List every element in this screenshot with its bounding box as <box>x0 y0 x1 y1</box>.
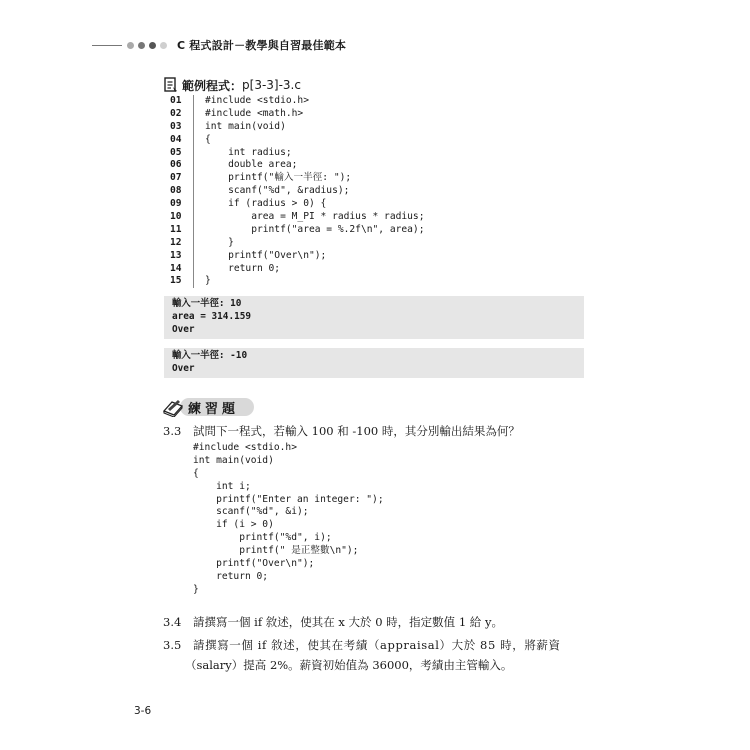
code-text: #include <stdio.h> <box>205 95 309 106</box>
output-line: 輸入一半徑: 10 <box>172 298 242 309</box>
code-text: } <box>205 275 211 287</box>
line-number: 04 <box>164 134 194 147</box>
line-number: 03 <box>164 121 194 134</box>
code-line: if (i > 0) <box>193 519 274 531</box>
question-text-line-1: 請撰寫一個 if 敘述，使其在考績（appraisal）大於 85 時，將薪資 <box>193 638 561 652</box>
code-text: return 0; <box>205 262 281 274</box>
question-number: 3.5 <box>163 638 182 652</box>
code-text: double area; <box>205 159 298 171</box>
header-dot <box>160 42 167 49</box>
question-text-line-2: （salary）提高 2%。薪資初始值為 36000，考績由主管輸入。 <box>185 658 513 672</box>
code-line <box>164 198 584 211</box>
output-line: area = 314.159 <box>172 310 252 322</box>
code-line: scanf("%d", &i); <box>193 506 309 518</box>
code-text: scanf("%d", &radius); <box>205 185 350 197</box>
program-output-1 <box>164 296 584 339</box>
code-line <box>164 275 584 288</box>
header-rule <box>92 45 122 46</box>
code-text: int radius; <box>205 146 292 158</box>
program-output-2 <box>164 348 584 378</box>
code-text: } <box>205 236 234 248</box>
line-number: 01 <box>164 95 194 108</box>
code-line: { <box>193 467 199 479</box>
code-line <box>164 95 584 108</box>
code-listing <box>164 95 584 288</box>
line-number: 10 <box>164 211 194 224</box>
line-number: 11 <box>164 224 194 237</box>
example-label: 範例程式： <box>182 78 243 93</box>
page-number: 3-6 <box>134 705 152 717</box>
pen-paper-icon <box>162 397 184 417</box>
exercise-title: 練習題 <box>188 401 240 417</box>
line-number: 07 <box>164 172 194 185</box>
output-line: Over <box>172 323 195 335</box>
code-text: printf("area = %.2f\n", area); <box>205 223 425 235</box>
code-text: area = M_PI * radius * radius; <box>205 211 425 223</box>
example-filename: p[3-3]-3.c <box>242 78 301 92</box>
code-line <box>164 121 584 134</box>
code-line: int i; <box>193 480 251 492</box>
code-text: #include <math.h> <box>205 107 304 119</box>
code-line <box>164 224 584 237</box>
code-line <box>164 172 584 185</box>
header-dot <box>149 42 156 49</box>
exercise-heading <box>162 397 239 417</box>
code-line: printf("Enter an integer: "); <box>193 493 384 505</box>
code-line <box>164 108 584 121</box>
code-text: int main(void) <box>205 120 286 132</box>
code-line: #include <stdio.h> <box>193 442 297 453</box>
line-number: 09 <box>164 198 194 211</box>
header-dot <box>127 42 134 49</box>
header-dot <box>138 42 145 49</box>
document-icon <box>164 77 178 93</box>
code-line: printf("%d", i); <box>193 532 332 544</box>
code-text: printf("輸入一半徑: "); <box>205 172 352 184</box>
running-header <box>92 37 346 53</box>
line-number: 13 <box>164 250 194 263</box>
line-number: 14 <box>164 263 194 276</box>
question-code <box>193 442 384 597</box>
code-text: if (radius > 0) { <box>205 198 327 210</box>
output-line: Over <box>172 362 195 374</box>
code-line: } <box>193 583 199 595</box>
code-text: printf("Over\n"); <box>205 249 327 261</box>
line-number: 02 <box>164 108 194 121</box>
line-number: 12 <box>164 237 194 250</box>
question-text: 請撰寫一個 if 敘述，使其在 x 大於 0 時，指定數值 1 給 y。 <box>193 615 503 629</box>
example-caption <box>164 77 301 93</box>
header-title: C 程式設計－教學與自習最佳範本 <box>177 39 347 52</box>
line-number: 05 <box>164 147 194 160</box>
question-number: 3.4 <box>163 615 182 629</box>
code-line: return 0; <box>193 570 269 582</box>
output-line: 輸入一半徑: -10 <box>172 350 248 361</box>
code-line: int main(void) <box>193 454 274 466</box>
code-line <box>164 211 584 224</box>
code-line <box>164 250 584 263</box>
question-number: 3.3 <box>163 424 182 438</box>
line-number: 15 <box>164 275 194 288</box>
line-number: 06 <box>164 159 194 172</box>
code-line <box>164 237 584 250</box>
line-number: 08 <box>164 185 194 198</box>
code-line <box>164 134 584 147</box>
code-line <box>164 185 584 198</box>
code-line <box>164 147 584 160</box>
code-line <box>164 263 584 276</box>
code-line: printf("Over\n"); <box>193 558 315 570</box>
question-text: 試問下一程式，若輸入 100 和 -100 時，其分別輸出結果為何？ <box>193 424 520 438</box>
code-line: printf(" 是正整數\n"); <box>193 545 359 557</box>
code-text: { <box>205 133 211 145</box>
code-line <box>164 159 584 172</box>
